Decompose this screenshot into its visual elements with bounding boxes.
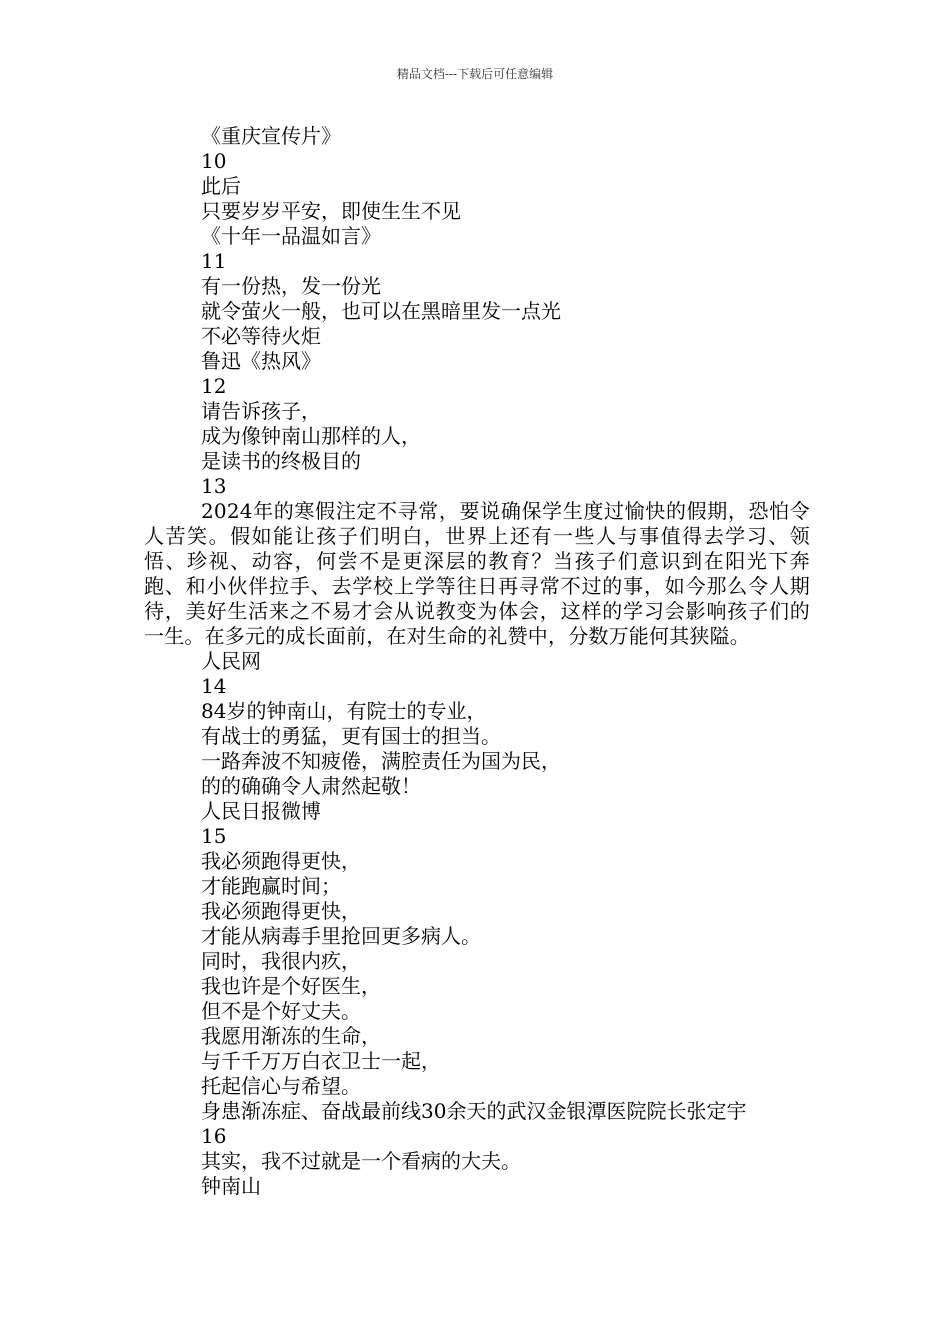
quote-line: 才能跑赢时间；: [201, 874, 341, 898]
item-number: 16: [201, 1124, 227, 1148]
source-line: 钟南山: [201, 1174, 261, 1198]
item-number: 11: [201, 249, 227, 273]
quote-line: 才能从病毒手里抢回更多病人。: [201, 924, 481, 948]
source-line: 人民网: [201, 649, 261, 673]
quote-line: 一路奔波不知疲倦，满腔责任为国为民，: [201, 749, 561, 773]
quote-line: 请告诉孩子，: [201, 399, 321, 423]
page-header: 精品文档---下载后可任意编辑: [396, 67, 554, 81]
document-body: [144, 124, 810, 1199]
quote-line: 我也许是个好医生，: [201, 974, 381, 998]
quote-line: 其实，我不过就是一个看病的大夫。: [201, 1149, 521, 1173]
item-number: 12: [201, 374, 227, 398]
quote-line: 托起信心与希望。: [201, 1074, 361, 1098]
quote-line: 我必须跑得更快，: [201, 849, 361, 873]
quote-line: 但不是个好丈夫。: [201, 999, 361, 1023]
source-line: 身患渐冻症、奋战最前线30余天的武汉金银潭医院院长张定宇: [201, 1099, 747, 1123]
source-line: 《重庆宣传片》: [201, 124, 341, 148]
quote-line: 与千千万万白衣卫士一起，: [201, 1049, 441, 1073]
quote-line: 只要岁岁平安，即使生生不见: [201, 199, 461, 223]
item-number: 14: [201, 674, 227, 698]
quote-line: 此后: [201, 174, 241, 198]
source-line: 人民日报微博: [201, 799, 321, 823]
item-number: 13: [201, 474, 227, 498]
quote-line: 有战士的勇猛，更有国士的担当。: [201, 724, 501, 748]
quote-line: 我必须跑得更快，: [201, 899, 361, 923]
quote-line: 就令萤火一般，也可以在黑暗里发一点光: [201, 299, 561, 323]
quote-line: 不必等待火炬: [201, 324, 321, 348]
source-line: 鲁迅《热风》: [201, 349, 321, 373]
item-number: 10: [201, 149, 227, 173]
quote-line: 是读书的终极目的: [201, 449, 361, 473]
item-number: 15: [201, 824, 227, 848]
quote-line: 的的确确令人肃然起敬！: [201, 774, 421, 798]
source-line: 《十年一品温如言》: [201, 224, 381, 248]
quote-line: 成为像钟南山那样的人，: [201, 424, 421, 448]
quote-line: 我愿用渐冻的生命，: [201, 1024, 381, 1048]
quote-line: 84岁的钟南山，有院士的专业，: [201, 699, 487, 723]
body-paragraph: 2024年的寒假注定不寻常，要说确保学生度过愉快的假期，恐怕令人苦笑。假如能让孩子们明白，世界上还有一些人与事值得去学习、领悟、珍视、动容，何尝不是更深层的教育？当孩子们意识到在阳光下奔跑、和小伙伴拉手、去学校上学等往日再寻常不过的事，如今那么令人期待，美好生活来之不易才会从说教变为体会，这样的学习会影响孩子们的一生。在多元的成长面前，在对生命的礼赞中，分数万能何其狭隘。: [144, 499, 810, 648]
quote-line: 有一份热，发一份光: [201, 274, 381, 298]
quote-line: 同时，我很内疚，: [201, 949, 361, 973]
